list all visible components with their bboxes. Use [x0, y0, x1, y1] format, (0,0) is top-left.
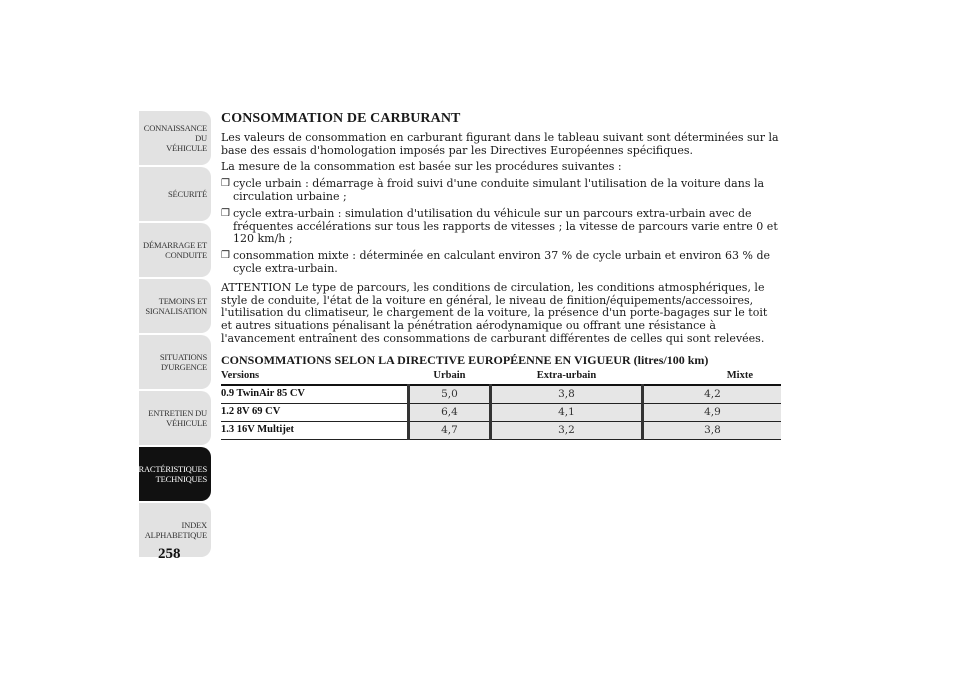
extra-urbain-cell: 4,1	[490, 403, 642, 421]
consumption-table	[221, 369, 781, 440]
column-header-mixte: Mixte	[642, 369, 781, 385]
tab-index-alphabetique[interactable]: INDEX ALPHABETIQUE	[139, 503, 211, 557]
list-item	[221, 178, 781, 204]
list-item-text: consommation mixte : déterminée en calculant environ 37 % de cycle urbain et environ 63 % de cycle extra-urbain.	[233, 249, 771, 275]
urbain-cell: 6,4	[409, 403, 491, 421]
urbain-cell: 4,7	[409, 421, 491, 439]
list-item-text: cycle urbain : démarrage à froid suivi d'une conduite simulant l'utilisation de la voiture dans la circulation urbaine ;	[233, 177, 765, 203]
version-cell: 1.3 16V Multijet	[221, 421, 409, 439]
table-title: CONSOMMATIONS SELON LA DIRECTIVE EUROPÉENNE EN VIGUEUR (litres/100 km)	[221, 352, 709, 367]
table-row	[221, 421, 781, 439]
checkbox-bullet-icon: ❒	[221, 250, 230, 262]
extra-urbain-cell: 3,8	[490, 385, 642, 404]
tab-connaissance-du-vehicule[interactable]: CONNAISSANCE DU VÉHICULE	[139, 111, 211, 165]
lead-paragraph: La mesure de la consommation est basée sur les procédures suivantes :	[221, 160, 622, 174]
mixte-cell: 3,8	[642, 421, 781, 439]
table-row	[221, 403, 781, 421]
version-cell: 1.2 8V 69 CV	[221, 403, 409, 421]
checkbox-bullet-icon: ❒	[221, 207, 230, 219]
section-title: CONSOMMATION DE CARBURANT	[221, 111, 461, 126]
tab-caracteristiques-techniques[interactable]: CARACTÉRISTIQUES TECHNIQUES	[139, 447, 211, 501]
checkbox-bullet-icon: ❒	[221, 178, 230, 190]
intro-paragraph: Les valeurs de consommation en carburant figurant dans le tableau suivant sont déterminées sur la base des essais d'homologation imposés par les Directives Européennes spécifiques.	[221, 130, 779, 157]
table-header-row	[221, 369, 781, 385]
extra-urbain-cell: 3,2	[490, 421, 642, 439]
tab-securite[interactable]: SÉCURITÉ	[139, 167, 211, 221]
page-number: 258	[158, 546, 181, 562]
tab-demarrage-et-conduite[interactable]: DÉMARRAGE ET CONDUITE	[139, 223, 211, 277]
tab-temoins-et-signalisation[interactable]: TEMOINS ET SIGNALISATION	[139, 279, 211, 333]
urbain-cell: 5,0	[409, 385, 491, 404]
table-row	[221, 385, 781, 404]
list-item-text: cycle extra-urbain : simulation d'utilisation du véhicule sur un parcours extra-urbain avec de fréquentes accélérations sur tous les rapports de vitesses ; la vitesse de parcours varie entre 0 et 120 km/h ;	[233, 206, 778, 246]
procedure-list	[221, 178, 781, 276]
tab-entretien-du-vehicule[interactable]: ENTRETIEN DU VÉHICULE	[139, 391, 211, 445]
chapter-tabs	[127, 111, 211, 559]
list-item	[221, 250, 781, 276]
column-header-versions: Versions	[221, 369, 409, 385]
version-cell: 0.9 TwinAir 85 CV	[221, 385, 409, 404]
column-header-extra-urbain: Extra-urbain	[490, 369, 642, 385]
column-header-urbain: Urbain	[409, 369, 491, 385]
mixte-cell: 4,2	[642, 385, 781, 404]
list-item	[221, 208, 781, 246]
tab-situations-d-urgence[interactable]: SITUATIONS D'URGENCE	[139, 335, 211, 389]
main-content	[221, 113, 781, 440]
mixte-cell: 4,9	[642, 403, 781, 421]
attention-note: ATTENTION Le type de parcours, les conditions de circulation, les conditions atmosphériques, le style de conduite, l'état de la voiture en général, le niveau de finition/équipements/accessoires, l'utilisation du climatiseur, le chargement de la voiture, la présence d'un porte-bagages sur le toit et autres situations pénalisant la pénétration aérodynamique ou offrant une résistance à l'avancement entraînent des consommations de carburant différentes de celles qui sont relevées.	[221, 280, 768, 345]
